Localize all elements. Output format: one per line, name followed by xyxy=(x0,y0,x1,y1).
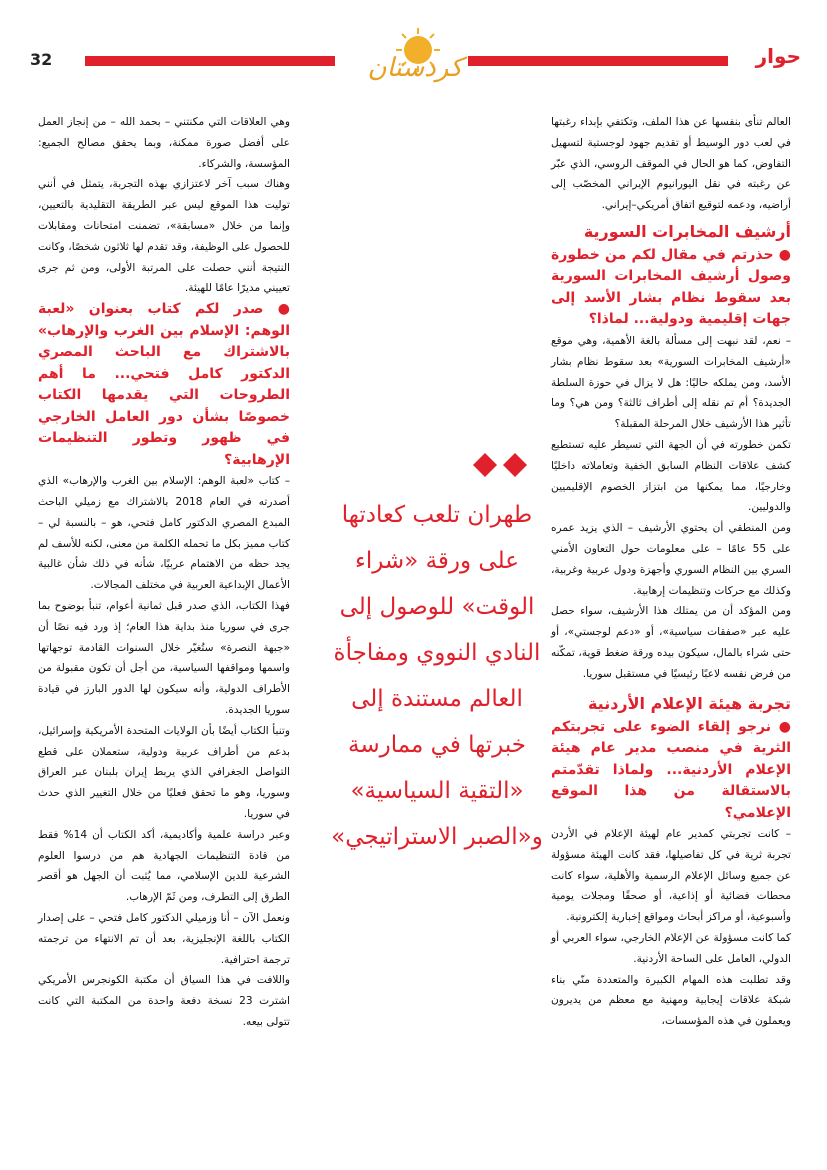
diamond-ornament-icon xyxy=(470,452,530,478)
paragraph: وقد تطلبت هذه المهام الكبيرة والمتعددة منّي بناء شبكة علاقات إيجابية ومهنية مع معظم من يديرون ويعملون في هذه المؤسسات، xyxy=(551,973,791,1028)
pull-quote-line: خبرتها في ممارسة xyxy=(348,732,526,758)
paragraph: وهي العلاقات التي مكنتني – بحمد الله – من إنجاز العمل على أفضل صورة ممكنة، وبما يحقق مصالح الجميع: المؤسسة، والشركاء. xyxy=(38,116,290,170)
paragraph: ومن المنطقي أن يحتوي الأرشيف – الذي يزيد عمره على 55 عامًا – على معلومات حول التعاون الأمني السري بين النظام السوري وأجهزة ودول عربية وغربية، وكذلك مع حركات وتنظيمات إرهابية. xyxy=(551,522,792,597)
header-bar-left xyxy=(85,56,335,66)
paragraph: ومن المؤكد أن من يمتلك هذا الأرشيف، سواء حصل عليه عبر «صفقات سياسية»، أو «دعم لوجستي»، أو حتى شراء بالمال، سيكون بيده ورقة ضغط قوية، تمكّنه من فرض نفسه لاعبًا رئيسيًا في مستقبل سوريا. xyxy=(551,605,791,680)
section-title: حوار xyxy=(755,44,801,68)
paragraph: تكمن خطورته في أن الجهة التي تسيطر عليه تستطيع كشف علاقات النظام السابق الخفية وتعاملاته داخليًا وخارجيًا، مما يمكنها من ابتزاز الخصوم الإقليميين والدوليين. xyxy=(551,438,791,514)
article-column-left xyxy=(38,112,290,1033)
pull-quote-line: النادي النووي ومفاجأة xyxy=(333,640,541,666)
paragraph: كما كانت مسؤولة عن الإعلام الخارجي، سواء العربي أو الدولي، العامل على الساحة الأردنية. xyxy=(551,932,791,965)
pull-quote-line: «التقية السياسية» xyxy=(350,778,524,804)
paragraph: وتنبأ الكتاب أيضًا بأن الولايات المتحدة الأمريكية وإسرائيل، بدعم من أطراف عربية ودولية، ستعملان على قطع التواصل الجغرافي الذي يربط إيران بلبنان عبر العراق وسوريا، وهو ما تحقق فعليًا من خلال التغيير الذي حدث في سوريا. xyxy=(38,724,290,820)
subheading: أرشيف المخابرات السورية xyxy=(583,221,791,241)
interview-question: ● حذرتم في مقال لكم من خطورة وصول أرشيف المخابرات السورية بعد سقوط نظام بشار الأسد إلى جهات إقليمية ودولية... لماذا؟ xyxy=(551,246,791,328)
paragraph: واللافت في هذا السياق أن مكتبة الكونجرس الأمريكي اشترت 23 نسخة دفعة واحدة من المكتبة التي كانت تتولى بيعه. xyxy=(38,974,290,1028)
paragraph: فهذا الكتاب، الذي صدر قبل ثمانية أعوام، تنبأ بوضوح بما جرى في سوريا منذ بداية هذا العام؛ إذ ورد فيه نصًا أن «جبهة النصرة» ستُغيّر خلال السنوات القادمة توجهاتها واسمها ومواقفها السياسية، من أجل أن تكون مقبولة من الأطراف الدولية، وأنه سيكون لها الدور البارز في قيادة سوريا الجديدة. xyxy=(38,599,290,716)
interview-question: ● نرجو إلقاء الضوء على تجربتكم الثرية في منصب مدير عام هيئة الإعلام الأردنية... ولماذا تقدّمتم بالاستقالة من هذا الموقع الإعلامي؟ xyxy=(551,718,791,821)
article-column-right xyxy=(551,112,791,1032)
page-number: 32 xyxy=(30,50,53,69)
paragraph: – نعم، لقد نبهت إلى مسألة بالغة الأهمية، وهي موقع «أرشيف المخابرات السورية» بعد سقوط نظام بشار الأسد، ومن يملكه حاليًا: هل لا يزال في حوزة السلطة الجديدة؟ أم تم نقله إلى أطراف ثالثة؟ ومن هي؟ وما تأثير هذا الأرشيف خلال المرحلة المقبلة؟ xyxy=(551,334,791,431)
pull-quote xyxy=(312,492,562,860)
paragraph: – كتاب «لعبة الوهم: الإسلام بين الغرب والإرهاب» الذي أصدرته في العام 2018 بالاشتراك مع زميلي الباحث المبدع المصري الدكتور كامل فتحي، هو – بالنسبة لي – كتاب مميز بكل ما تحمله الكلمة من معنى، لكنه للأسف لم يجد حظه من الاهتمام عربيًا، شأنه في ذلك شأن غالبية الأعمال الإبداعية العربية في مختلف المجالات. xyxy=(38,475,290,592)
paragraph: وهناك سبب آخر لاعتزازي بهذه التجربة، يتمثل في أنني توليت هذا الموقع ليس عبر الطريقة التقليدية بالتعيين، وإنما من خلال «مسابقة»، تضمنت امتحانات ومقابلات للحصول على الوظيفة، وقد تقدم لها ثلاثون شخصًا، وكانت النتيجة أنني حصلت على المرتبة الأولى، ومن ثم جرى تعييني مديرًا عامًا للهيئة. xyxy=(38,178,290,295)
pull-quote-line: على ورقة «شراء xyxy=(355,548,519,574)
paragraph: – كانت تجربتي كمدير عام لهيئة الإعلام في الأردن تجربة ثرية في كل تفاصيلها، فقد كانت الهيئة مسؤولة عن جميع وسائل الإعلام الرسمية والأهلية، سواء كانت محطات فضائية أو إذاعية، أو صحفًا ومجلات يومية وأسبوعية، أو مراكز أبحاث ومواقع إخبارية إلكترونية. xyxy=(551,828,791,924)
interview-question: ● صدر لكم كتاب بعنوان «لعبة الوهم: الإسلام بين الغرب والإرهاب» بالاشتراك مع الباحث المصري الدكتور كامل فتحي... ما أهم الطروحات التي يقدمها الكتاب خصوصًا بشأن دور العامل الخارجي في ظهور وتطور التنظيمات الإرهابية؟ xyxy=(38,301,290,468)
paragraph: العالم تنأى بنفسها عن هذا الملف، وتكتفي بإبداء رغبتها في لعب دور الوسيط أو تقديم جهود لوجستية لتسهيل التفاوض، كما هو الحال في الموقف الروسي، الذي عبّر عن رغبته في نقل اليورانيوم الإيراني المخصّب إلى أراضيه، ودعمه لتوقيع اتفاق أمريكي–إيراني. xyxy=(551,116,791,212)
pull-quote-line: الوقت» للوصول إلى xyxy=(339,594,535,620)
pull-quote-line: العالم مستندة إلى xyxy=(351,686,523,712)
pull-quote-line: طهران تلعب كعادتها xyxy=(341,502,533,528)
subheading: تجربة هيئة الإعلام الأردنية xyxy=(587,693,791,713)
paragraph: ونعمل الآن – أنا وزميلي الدكتور كامل فتحي – على إصدار الكتاب باللغة الإنجليزية، بعد أن تم الانتهاء من ترجمته ترجمة احترافية. xyxy=(38,911,290,966)
logo-text: كردستان xyxy=(367,53,463,83)
header-bar-right xyxy=(468,56,728,66)
pull-quote-line: و«الصبر الاستراتيجي» xyxy=(331,824,543,850)
paragraph: وعبر دراسة علمية وأكاديمية، أكد الكتاب أن 14% فقط من قادة التنظيمات الجهادية هم من درسوا العلوم الشرعية للدين الإسلامي، مما يُثبت أن الجهل هو أقصر الطرق إلى التطرف، ومن ثَمّ الإرهاب. xyxy=(38,828,290,904)
magazine-logo xyxy=(350,20,480,90)
